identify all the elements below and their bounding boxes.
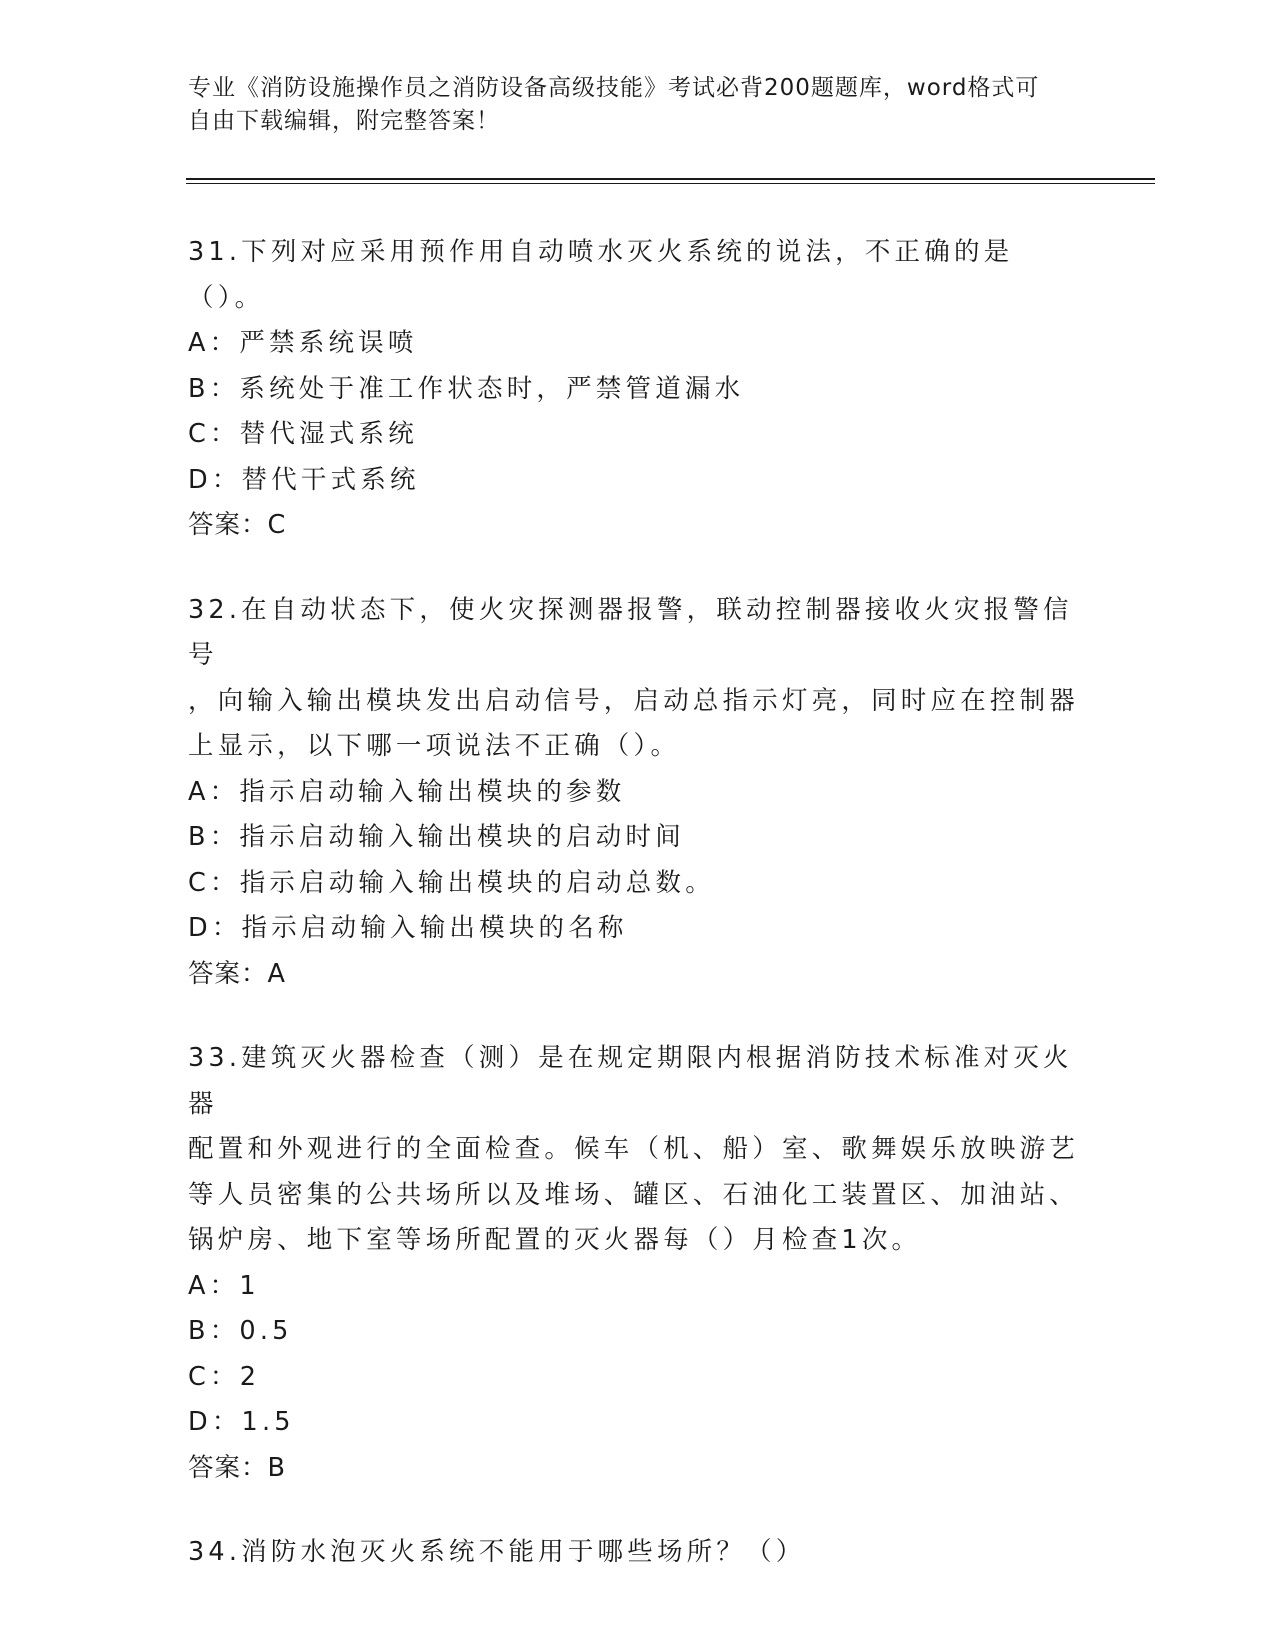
question-31 [188, 230, 1088, 549]
option-a: A：严禁系统误喷 [188, 328, 418, 358]
option-a: A：指示启动输入输出模块的参数 [188, 776, 626, 807]
option-d: D：1.5 [188, 1407, 295, 1437]
question-stem: 31.下列对应采用预作用自动喷水灭火系统的说法，不正确的是（）。 [188, 237, 1014, 313]
question-stem-line-1: 32.在自动状态下，使火灾探测器报警，联动控制器接收火灾报警信号 [188, 594, 1073, 670]
question-32 [188, 588, 1088, 998]
question-34 [188, 1530, 1088, 1576]
option-d: D：替代干式系统 [188, 464, 420, 495]
option-c: C：替代湿式系统 [188, 419, 418, 449]
option-c: C：指示启动输入输出模块的启动总数。 [188, 867, 715, 898]
question-stem-line-3: 上显示，以下哪一项说法不正确（）。 [188, 731, 681, 761]
answer: 答案：B [188, 1452, 286, 1483]
question-stem-line-2: ，向输入输出模块发出启动信号，启动总指示灯亮，同时应在控制器 [188, 685, 1080, 716]
header-divider-thin [186, 183, 1155, 184]
option-b: B：0.5 [188, 1316, 293, 1346]
option-c: C：2 [188, 1361, 261, 1392]
question-stem-line-4: 锅炉房、地下室等场所配置的灭火器每（）月检查1次。 [188, 1225, 922, 1255]
option-b: B：系统处于准工作状态时，严禁管道漏水 [188, 373, 745, 404]
header-divider-thick [186, 178, 1155, 180]
header-line-2: 自由下载编辑，附完整答案！ [188, 108, 500, 134]
question-list [188, 230, 1088, 1615]
question-stem-line-1: 33.建筑灭火器检查（测）是在规定期限内根据消防技术标准对灭火器 [188, 1043, 1073, 1119]
document-header [188, 72, 1068, 138]
option-b: B：指示启动输入输出模块的启动时间 [188, 822, 685, 852]
question-stem-line-2: 配置和外观进行的全面检查。候车（机、船）室、歌舞娱乐放映游艺 [188, 1134, 1080, 1164]
question-stem: 34.消防水泡灭火系统不能用于哪些场所？（） [188, 1537, 806, 1567]
header-line-1: 专业《消防设施操作员之消防设备高级技能》考试必背200题题库，word格式可 [188, 75, 1040, 101]
option-d: D：指示启动输入输出模块的名称 [188, 913, 628, 943]
question-stem-line-3: 等人员密集的公共场所以及堆场、罐区、石油化工装置区、加油站、 [188, 1179, 1080, 1210]
option-a: A：1 [188, 1270, 260, 1301]
answer: 答案：C [188, 510, 287, 540]
answer: 答案：A [188, 958, 286, 989]
question-33 [188, 1036, 1088, 1491]
